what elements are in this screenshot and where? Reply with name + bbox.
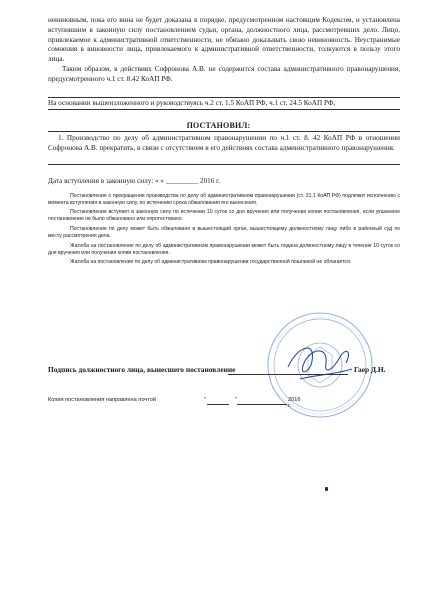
- signature-row: [48, 365, 408, 374]
- decision-paragraph: [48, 134, 400, 154]
- copy-month-blank: [237, 404, 287, 405]
- note-appeal: [48, 226, 400, 240]
- divider: [48, 109, 400, 110]
- signature-line: [228, 374, 348, 375]
- divider: [48, 164, 400, 165]
- conclusion-text: Таким образом, в действиях Софронова А.В. не содержится состава административного правонарушения, предусмотренного ч.1 ст. 8.42 КоАП РФ.: [48, 64, 400, 83]
- resolution-heading: ПОСТАНОВИЛ:: [186, 121, 251, 130]
- note-fee: [48, 259, 400, 266]
- note-complaint-text: Жалоба на постановление по делу об административном правонарушении может быть подана должностному лицу в течение 10 суток со дня вручения или получения копии постановления.: [48, 243, 400, 257]
- innocence-text: невиновным, пока его вина не будет доказана в порядке, предусмотренном настоящим Кодексом, и установлена вступившим в законную силу постановлением судьи, органа, должностного лица, рассмотревших дело. Лицо, привлекаемое к административной ответственности, не обязано доказывать свою невиновность. Неустранимые сомнения в виновности лица, привлекаемого к административной ответственности, толкуются в пользу этого лица.: [48, 16, 400, 64]
- effective-date-label: Дата вступления в законную силу: « »: [48, 177, 165, 185]
- signature-label: Подпись должностного лица, вынесшего постановление: [48, 365, 236, 374]
- decision-text: 1. Производство по делу об административном правонарушении по ч.1 ст. 8. 42 КоАП РФ в отношении Софронова А.В. прекратить, в связи с отсутствием в его действиях состава административного правонарушения.: [48, 134, 400, 152]
- divider: [48, 131, 400, 132]
- note-execution: [48, 193, 400, 207]
- copy-quote-close: ": [235, 397, 237, 403]
- note-appeal-text: Постановление по делу может быть обжаловано в вышестоящий орган, вышестоящему должностному лицу либо в районный суд по месту рассмотрения дела.: [48, 226, 400, 240]
- note-fee-text: Жалоба на постановление по делу об административном правонарушении государственной пошлиной не облагается.: [70, 259, 352, 265]
- body-paragraph-innocence: [48, 16, 400, 85]
- copy-quote-open: ": [204, 397, 206, 403]
- copy-day-blank: [207, 404, 229, 405]
- ink-mark: [325, 487, 328, 491]
- copy-notice-year: 2016 г.: [288, 397, 301, 409]
- divider: [48, 97, 400, 98]
- copy-notice-label: Копия постановления направлена почтой: [48, 397, 156, 403]
- note-effective-text: Постановление вступает в законную силу по истечении 10 суток со дня вручения или получения копии постановления, если указанное постановление не было обжаловано или опротестовано.: [48, 209, 400, 223]
- note-complaint: [48, 243, 400, 257]
- note-execution-text: Постановление о прекращении производства по делу об административном правонарушении (ст. 31.1 КоАП РФ) подлежит исполнению с момента вступления в законную силу, по истечению срока обжалования его вынесения.: [48, 193, 400, 207]
- note-effective: [48, 209, 400, 223]
- legal-basis-text: На основании вышеизложенного и руководствуясь ч.2 ст. 1.5 КоАП РФ, ч.1 ст. 24.5 КоАП РФ,: [48, 99, 336, 107]
- effective-date-blank: _________: [165, 177, 199, 185]
- effective-date-row: [48, 177, 220, 185]
- effective-date-year: 2016 г.: [199, 177, 221, 185]
- copy-notice-row: [48, 397, 301, 409]
- official-name: Гаер Д.Н.: [354, 365, 386, 374]
